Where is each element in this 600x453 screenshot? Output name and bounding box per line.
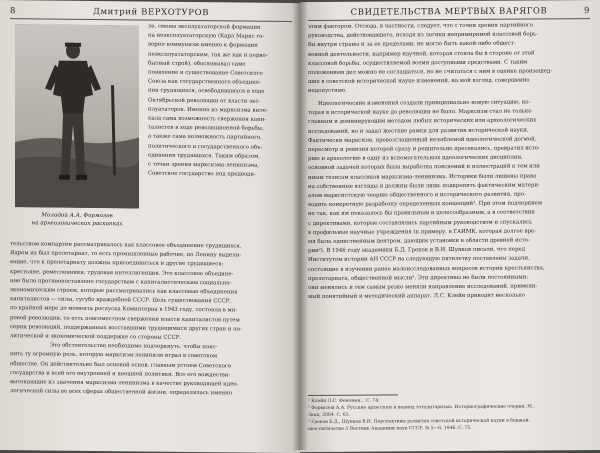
- text-line: ровой революции, то есть повсеместном свержении власти капиталистов путем: [10, 314, 240, 324]
- book-gutter: [292, 0, 308, 450]
- text-line: ших в советской исторической науке изменений, на мой взгляд, совершенно: [308, 77, 530, 86]
- text-line: пересмотр и ревизия которой сразу и решительно пресекались, превратил исто-: [308, 145, 540, 154]
- text-line: алом марксистскую теорию общественного и исторического развития, про-: [308, 191, 526, 200]
- text-line: положением дел можно не соглашаться, но не считаться с ним в оценке произошед-: [308, 68, 552, 77]
- text-line: главным и доминирующим методом любых исторических или археологических: [308, 117, 537, 126]
- text-line: логической силы во всех сферах общественной жизни, определялась именно: [10, 388, 232, 397]
- text-line: состоящие в изучении ранее малоисследованных вопросов истории крестьянства,: [308, 265, 545, 273]
- left-running-head: [10, 6, 292, 22]
- text-line: ле, смены эксплуататорской формации: [148, 23, 261, 31]
- footnote-line: Знак, 2004. С. 63.: [308, 412, 350, 419]
- text-line: Союза как государственного объедине-: [148, 78, 261, 86]
- text-line: венной деятельности, например научной, которая стояла бы в стороне от этой: [308, 50, 535, 58]
- footnote-rule: [308, 394, 398, 396]
- footnote-line: шее пятилетие // Вестник Академии наук СССР. № 5—6, 1946. С. 75.: [308, 425, 472, 433]
- text-line: Фактически марксизм, провозглашенный незыблемой идеологической догмой,: [308, 136, 537, 144]
- text-line: классовой борьбы, осуществляемой всеми доступными средствами. С таким: [308, 59, 528, 67]
- left-page-number: 8: [10, 6, 17, 17]
- text-line: талистов в ходе революционной борьбы,: [148, 124, 264, 132]
- text-line: недопустимо.: [308, 88, 347, 95]
- text-line: не так, как им показалось бы правильным и целесообразным, а в соответствии: [308, 209, 535, 218]
- footnote-line: ¹ Клейн Л.С. Феномен... С. 74.: [308, 398, 380, 405]
- text-line: с точки зрения марксизма-ленинизма,: [148, 161, 260, 169]
- footnote-line: ³ Греков Б.Д., Шунков В.И. Перспективы развития советской исторической науки в ближай-: [308, 418, 531, 426]
- text-line: литической и экономической поддержке со стороны СССР.: [10, 333, 182, 341]
- text-line: основной задачей которых была выработка пояснений и иллюстраций к тем или: [308, 163, 540, 172]
- text-line: мый понятийный и методический аппарат. Л.С. Клейн приводит несколько: [308, 292, 525, 301]
- footnotes: [308, 396, 588, 433]
- text-line: в профильные научные учреждения (к примеру, в ГАИМК, которая долгое вре-: [308, 228, 537, 236]
- text-line: крестьяне, ремесленники, трудовая интеллигенция. Это классовое объедине-: [10, 268, 234, 278]
- text-line: Институтом истории АН СССР на следующую пятилетку поставлены задачи,: [308, 255, 530, 264]
- text-line: неэксплуататорским, так же как и перво-: [148, 51, 268, 59]
- text-line: Ядром их был пролетариат, то есть промышленные рабочие, по Ленину выдели-: [10, 250, 242, 259]
- text-line: водить конкретную разработку определенных концепций¹. При этом подчеркнем: [308, 200, 543, 209]
- text-line: бы внутри страны и за ее пределами, не могло быть какой-либо общест-: [308, 40, 516, 49]
- text-line: торая в исторической науке до революции не было. Марксизм стал не только: [308, 108, 532, 117]
- footnote-line: ² Формозов А.А. Русские археологи в период тоталитаризма. Историографические очерки. М.:: [308, 404, 535, 412]
- photo-formozov: [15, 24, 139, 208]
- text-line: мя была единственным центром, дающим установки в области древней исто-: [308, 237, 530, 246]
- text-line: исследований, но и задал жесткие рамки для развития исторической науки.: [308, 127, 529, 135]
- text-line: на собственные взгляды и должны были лишь подкрепить фактическим матери-: [308, 182, 540, 190]
- text-line: с директивами, которые составлялись партийным руководством и спускались: [308, 219, 533, 227]
- text-line: вытекающие из значения марксизма-ленинизма в качестве руководящей идео-: [10, 379, 239, 388]
- text-line: ющие, что к пролетариату должны присоединиться и другие трудящиеся:: [10, 259, 224, 268]
- right-running-head: [308, 6, 590, 21]
- left-text-full-width: [10, 240, 288, 399]
- text-line: Советское государство под предводи-: [148, 170, 256, 178]
- text-line: тельством компартии рассматривалось как классовое объединение трудящихся.: [10, 241, 242, 250]
- text-line: Это обстоятельство необходимо подчеркнуть, чтобы пояс-: [50, 342, 218, 351]
- text-line: обществе. Он действительно был основой основ, главным устоем Советского: [10, 360, 231, 370]
- photo-caption: [12, 212, 142, 228]
- text-line: ворил коммунизм именно к формации: [148, 41, 258, 50]
- text-line: они менялись и тем самым резко меняли направление исследований, примени-: [308, 283, 538, 292]
- right-page: [300, 0, 600, 452]
- caption-line-2: на археологических раскопках: [31, 219, 123, 227]
- text-line: на неэксплуататорскую (Карл Маркс го-: [148, 32, 265, 40]
- text-line: ния трудящихся, освободившихся в ходе: [148, 87, 265, 96]
- text-line: появление и существование Советского: [148, 69, 263, 77]
- caption-line-1: Молодой А.А. Формозов: [41, 212, 113, 220]
- text-line: иным тезисам классиков марксизма-ленинизма. Историки были лишены права: [308, 173, 537, 181]
- text-line: Идеологические изменения создали принципиально новую ситуацию, ко-: [318, 99, 531, 107]
- text-line: этим фактором. Отсюда, в частности, следует, что с точки зрения партийного: [308, 22, 533, 31]
- text-line: Октябрьской революции от власти экс-: [148, 97, 261, 105]
- text-line: руководства, действовавшего, исходя из логики непримиримой классовой борь-: [308, 31, 538, 40]
- text-line: бытный строй), обосновывал само: [148, 60, 246, 68]
- text-line: кала сама возможность свержения капи-: [148, 115, 267, 123]
- right-header-title: СВИДЕТЕЛЬСТВА МЕРТВЫХ ВАРЯГОВ: [350, 6, 548, 18]
- text-line: рии²). В 1946 году академики Б.Д. Греков и В.И. Шунков писали, что перед: [308, 246, 526, 255]
- text-line: политического и государственного объ-: [148, 143, 263, 151]
- right-paragraph-2: [308, 98, 588, 302]
- text-line: государства и всей его внутренней и внешней политики. Все его вождестви-: [10, 369, 231, 379]
- text-line: экономическим строем, которые рассматривались как классовые объединения: [10, 287, 238, 296]
- photo-figure: [12, 22, 142, 235]
- text-line: ние было противопоставлено государствам с капиталистическим социально-: [10, 277, 232, 287]
- text-line: рию и археологию в одну из вспомогательных идеологических дисциплин,: [308, 154, 523, 163]
- text-line: а также сама возможность партийного,: [148, 133, 262, 142]
- left-header-title: Дмитрий ВЕРХОТУРОВ: [92, 6, 210, 19]
- text-line: пролетариата, общественной мысли³. Эти директивы не были постоянными:: [308, 274, 529, 282]
- right-page-number: 9: [583, 6, 590, 17]
- right-paragraph-1: [308, 21, 588, 97]
- text-line: единения трудящихся. Таким образом,: [148, 152, 260, 160]
- text-line: по крайней мере до момента роспуска Коминтерна в 1943 году, состояла в ми-: [10, 305, 238, 314]
- text-line: плуататоров. Именно из марксизма выте-: [148, 106, 268, 114]
- left-text-beside-photo: [148, 23, 288, 181]
- text-line: серии революций, поддержанных восставшими трудящимися других стран и по-: [10, 323, 242, 333]
- text-line: нить ту огромную роль, которую марксизм-ленинизм играл в советском: [10, 351, 218, 360]
- text-line: капиталистов — силы, сугубо враждебной СССР. Цель существования СССР,: [10, 296, 232, 305]
